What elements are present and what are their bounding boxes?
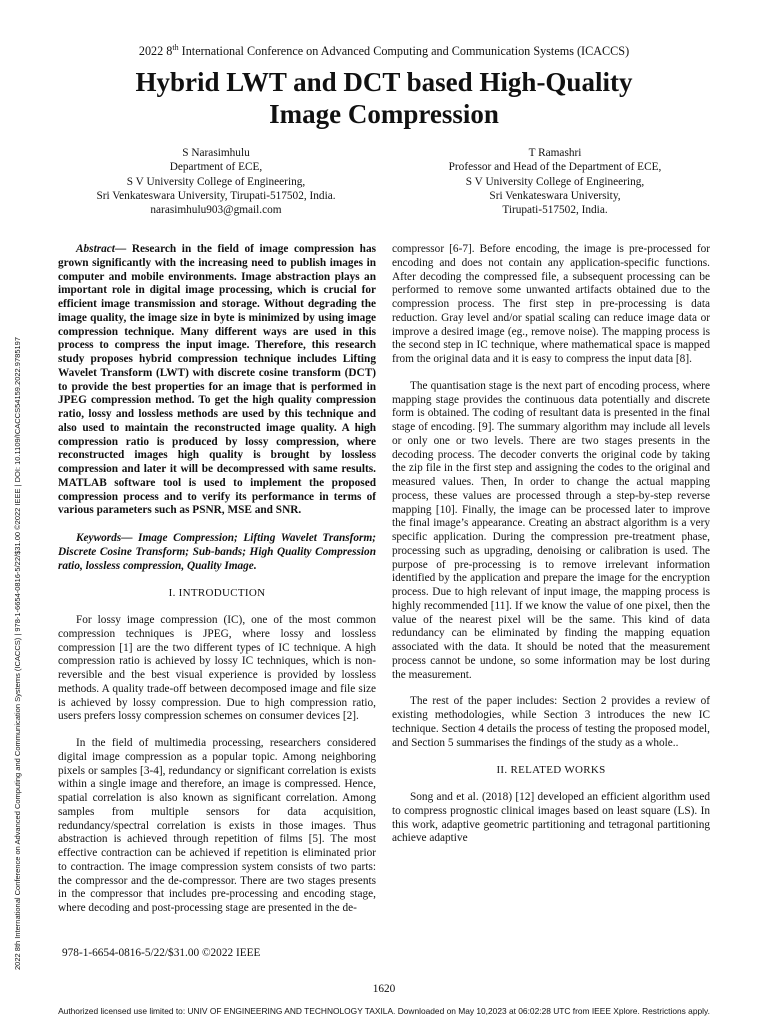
author-affiliation-line: S V University College of Engineering,	[465, 175, 645, 188]
author-name: T Ramashri	[528, 147, 582, 159]
left-column	[58, 243, 376, 916]
paper-title-line-1: Hybrid LWT and DCT based High-Quality	[135, 67, 633, 97]
section-heading-related-works: II. RELATED WORKS	[496, 764, 606, 777]
paper-title-line-2: Image Compression	[269, 99, 499, 129]
section-heading-introduction: I. INTRODUCTION	[168, 587, 266, 600]
copyright-notice: 978-1-6654-0816-5/22/$31.00 ©2022 IEEE	[62, 947, 261, 959]
author-affiliation-line: Tirupati-517502, India.	[502, 204, 608, 217]
body-paragraph: For lossy image compression (IC), one of the most common compression techniques is JPEG, where lossy and lossless compression [1] are the two different types of IC technique. A high compression ratio is achieved by lossy IC techniques, which is non-reversible and the best visual experience is provided by lossless methods. A quality trade-off between decomposed image and file size is achieved by lossy compression. Due to high compression ratio, users prefers lossy compression schemes on consumer devices [2].	[58, 614, 376, 723]
right-column	[392, 243, 710, 846]
body-paragraph: Song and et al. (2018) [12] developed an efficient algorithm used to compress prognostic clinical images based on least square (LS). In this work, adaptive geometric partitioning and tetragonal partitioning achieve adaptive	[392, 791, 710, 845]
abstract-text: — Research in the field of image compression has grown significantly with the increasing need to publish images in computer and mobile environments. Image abstraction plays an important role in digital image processing, which is crucial for efficient image transmission and storage. Without degrading the image quality, the image size in byte is minimized by using image compression technique. Many different ways are used in this process to compress the input image. Therefore, this research study proposes hybrid compression technique includes Lifting Wavelet Transform (LWT) with discrete cosine transform (DCT) to provide the best properties for an image that is performed in JPEG compression method. To get the high quality compression ratio, lossy and lossless methods are used by this technique and also used to maintain the reconstructed image quality. A high compression ratio is produced by lossy compression, where reconstructed images high quality is brought by lossless compression and later it will be decompressed with same results. MATLAB software tool is used to implement the proposed compression process and to verify its performance in terms of various parameters such as PSNR, MSE and SNR.	[58, 243, 376, 517]
author-affiliation-line: Professor and Head of the Department of ECE,	[448, 161, 662, 174]
author-block-1	[56, 146, 376, 217]
author-affiliation-line: Sri Venkateswara University,	[489, 189, 621, 202]
author-affiliation-line: Department of ECE,	[169, 161, 263, 174]
author-block-2	[400, 146, 710, 217]
doi-sidebar	[11, 210, 25, 970]
body-paragraph: The rest of the paper includes: Section 2 provides a review of existing methodologies, while Section 3 introduces the new IC technique. Section 4 details the process of testing the proposed model, and Section 5 summarises the findings of the study as a whole..	[392, 695, 710, 749]
author-affiliation-line: S V University College of Engineering,	[126, 175, 306, 188]
author-name: S Narasimhulu	[182, 147, 250, 159]
body-paragraph: compressor [6-7]. Before encoding, the image is pre-processed for encoding and does not contain any application-specific functions. After decoding the compressed file, a subsequent processing can be performed to remove some unwanted artifacts obtained due to the compression process. The first step in pre-processing is data reduction. Gray level and/or spatial scaling can reduce image data or improve a desired image (eg., remove noise). The mapping process is the second step in IC technique, where mathematical space is mapped from the original data and it is easy to compress the input data [8].	[392, 243, 710, 365]
abstract-label: Abstract	[76, 243, 115, 255]
abstract	[58, 243, 376, 518]
paper-title	[60, 66, 708, 130]
doi-sidebar-text: 2022 8th International Conference on Advanced Computing and Communication Systems (ICACCS) | 978-1-6654-0816-5/22/$31.00 ©2022 IEEE | DOI: 10.1109/ICACCS54159.2022.9785197	[13, 336, 22, 970]
author-affiliation-line: Sri Venkateswara University, Tirupati-517502, India.	[96, 189, 336, 202]
conference-header: 2022 8th International Conference on Advanced Computing and Communication Systems (ICACCS)	[138, 43, 630, 59]
body-paragraph: The quantisation stage is the next part of encoding process, where mapping stage provides the continuous data potentially and discrete form is obtained. The coding of resultant data is presented in the final stage of encoding. [9]. The summary algorithm may include all levels or only one or two levels. There are two stages presents in the decoding process. The decoder converts the original code by taking the zip file in the first step and assigning the codes to the original and measured values. Then, In order to change the actual mapping process, these values are processed through a step-by-step reverse mapping [10]. Finally, the image can be processed later to improve the final image’s appearance. Creating an abstract algorithm is a very specific application. During the compression pre-treatment phase, processing such as upgrading, denoising or calibration is used. The purpose of pre-processing is to remove irrelevant information identified by the application and prepare the image for the encryption process. Due to high relevant of input image, the mapping process is highly recommended [11]. If we know the value of one pixel, then the value of the nearest pixel will be the same. This kind of data redundancy can be eliminated by finding the mapping equation associated with the data. It should be noted that the measurement process cannot be undone, so some information may be lost during the measurement.	[392, 379, 710, 681]
author-email: narasimhulu903@gmail.com	[150, 204, 282, 217]
page-number: 1620	[372, 983, 396, 995]
license-footer: Authorized licensed use limited to: UNIV OF ENGINEERING AND TECHNOLOGY TAXILA. Downloaded on May 10,2023 at 06:02:28 UTC from IEEE Xplore. Restrictions apply.	[58, 1006, 710, 1016]
body-paragraph: In the field of multimedia processing, researchers considered digital image compression as a popular topic. Among neighboring pixels or samples [3-4], redundancy or significant correlation is exists within a single image and therefore, an image is compressed. Hence, spatial correlation is also known as significant correlation. Among samples from multiple sensors for data acquisition, redundancy/spectral correlation is exists in those images. Thus abstraction is achieved through repetition of films [5]. The most effective contraction can be achieved if repetition is eliminated prior to contraction. The image compression system consists of two parts: the compressor and the de-compressor. There are two stages presents in the compressor that includes pre-processing and encoding stage, where decoding and post-processing stage are presented in the de-	[58, 737, 376, 914]
keywords: Keywords— Image Compression; Lifting Wavelet Transform; Discrete Cosine Transform; Sub-bands; High Quality Compression ratio, lossless compression, Quality Image.	[58, 532, 376, 572]
